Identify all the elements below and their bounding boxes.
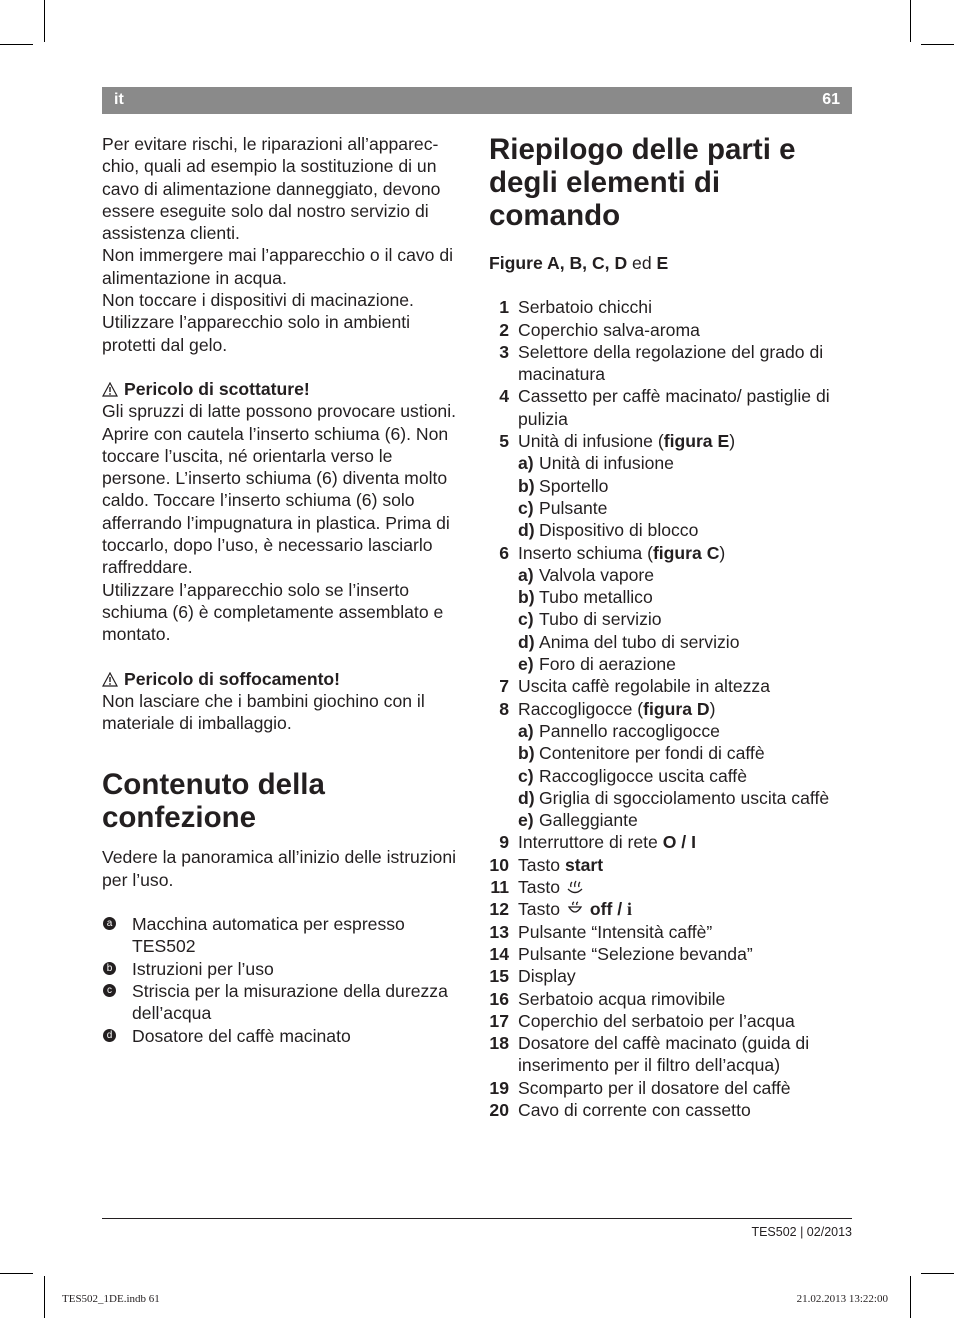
sub-item-letter: e)	[518, 654, 534, 675]
part-number: 10	[489, 854, 509, 875]
sub-item-text: Foro di aerazione	[539, 654, 676, 675]
sub-item-letter: d)	[518, 631, 535, 652]
warning-title: Pericolo di soffocamento!	[124, 668, 341, 689]
letter-bullet: c	[103, 984, 116, 997]
part-list-item	[489, 921, 852, 943]
part-list-item	[489, 675, 852, 697]
part-label	[518, 965, 852, 987]
part-number: 4	[499, 386, 509, 407]
part-sub-item	[518, 608, 852, 630]
part-text: Serbatoio chicchi	[518, 297, 652, 318]
part-number: 16	[489, 988, 509, 1009]
crop-mark	[921, 44, 954, 45]
part-text-after: )	[709, 698, 716, 719]
part-number: 8	[499, 698, 509, 719]
sub-item-text: Griglia di sgocciolamento uscita caffè	[539, 787, 830, 808]
part-label	[518, 385, 852, 430]
part-label	[518, 1099, 852, 1121]
part-label	[518, 542, 852, 564]
sub-item-text: Dispositivo di blocco	[539, 520, 699, 541]
intro-paragraph: Per evitare rischi, le riparazioni all’apparec-chio, quali ad esempio la sostituzione di un cavo di alimentazione danneggiato, devono essere eseguite solo dal nostro servizio di assistenza clienti.	[102, 134, 441, 244]
part-sub-item	[518, 742, 852, 764]
part-list-item	[489, 854, 852, 876]
part-list-item	[489, 1099, 852, 1121]
part-sub-item	[518, 809, 852, 831]
warning-triangle-icon	[102, 672, 118, 687]
sub-item-letter: b)	[518, 475, 535, 496]
part-text: Pulsante “Intensità caffè”	[518, 921, 713, 942]
intro-paragraph: Non immergere mai l’apparecchio o il cavo di alimentazione in acqua.	[102, 245, 454, 288]
warning-heading	[102, 668, 464, 690]
footer-doc-id: TES502 | 02/2013	[751, 1225, 852, 1239]
part-sub-item	[518, 765, 852, 787]
section-intro: Vedere la panoramica all’inizio delle istruzioni per l’uso.	[102, 847, 457, 890]
part-number: 6	[499, 542, 509, 563]
part-number: 1	[499, 297, 509, 318]
sub-item-letter: c)	[518, 609, 534, 630]
part-text: Inserto schiuma (	[518, 542, 653, 563]
crop-mark	[44, 0, 45, 42]
figure-reference-last: E	[656, 253, 669, 273]
info-symbol: i	[626, 899, 632, 920]
part-text: Display	[518, 966, 576, 987]
print-slug-file: TES502_1DE.indb 61	[62, 1293, 160, 1305]
part-bold-text: figura D	[643, 698, 710, 719]
sub-item-letter: c)	[518, 497, 534, 518]
parts-list	[489, 296, 852, 1121]
crop-mark	[0, 1273, 33, 1274]
part-number: 7	[499, 676, 509, 697]
part-number: 3	[499, 341, 509, 362]
part-label	[518, 1010, 852, 1032]
part-number: 17	[489, 1010, 509, 1031]
part-label	[518, 876, 852, 898]
crop-mark	[910, 1276, 911, 1318]
letter-bullet: a	[103, 917, 116, 930]
package-item-text: Dosatore del caffè macinato	[132, 1025, 351, 1046]
part-list-item	[489, 965, 852, 987]
part-list-item	[489, 296, 852, 318]
part-bold-text: off /	[584, 899, 627, 920]
part-bold-text: figura C	[652, 542, 720, 563]
part-text: Pulsante “Selezione bevanda”	[518, 943, 753, 964]
part-label	[518, 1032, 852, 1077]
part-list-item	[489, 341, 852, 386]
part-label	[518, 430, 852, 452]
left-column	[102, 133, 464, 1047]
package-item	[102, 1025, 464, 1047]
part-text: Interruttore di rete	[518, 832, 663, 853]
warning-heading	[102, 378, 464, 400]
part-text: Serbatoio acqua rimovibile	[518, 988, 726, 1009]
part-text: Uscita caffè regolabile in altezza	[518, 676, 770, 697]
part-number: 15	[489, 966, 509, 987]
part-label	[518, 698, 852, 720]
part-sub-item	[518, 586, 852, 608]
part-number: 2	[499, 319, 509, 340]
letter-bullet: d	[103, 1029, 116, 1042]
package-item-text: Istruzioni per l’uso	[132, 958, 274, 979]
part-text: Scomparto per il dosatore del caffè	[518, 1077, 791, 1098]
part-label	[518, 296, 852, 318]
crop-mark	[0, 44, 33, 45]
intro-paragraph: Non toccare i dispositivi di macinazione.	[102, 290, 414, 311]
sub-item-text: Tubo di servizio	[539, 609, 662, 630]
part-text: Dosatore del caffè macinato (guida di inserimento per il filtro dell’acqua)	[518, 1033, 810, 1076]
package-item	[102, 958, 464, 980]
part-label	[518, 943, 852, 965]
part-text: Tasto	[518, 877, 565, 898]
part-sub-item	[518, 519, 852, 541]
sub-item-letter: b)	[518, 743, 535, 764]
sub-item-letter: e)	[518, 810, 534, 831]
package-item	[102, 913, 464, 958]
crop-mark	[44, 1276, 45, 1318]
part-number: 9	[499, 832, 509, 853]
package-item	[102, 980, 464, 1025]
part-list-item	[489, 1010, 852, 1032]
part-list-item	[489, 831, 852, 853]
part-text: Coperchio salva-aroma	[518, 319, 700, 340]
sub-item-text: Raccogligocce uscita caffè	[539, 765, 747, 786]
crop-mark	[921, 1273, 954, 1274]
sub-item-text: Tubo metallico	[539, 587, 653, 608]
part-sub-item	[518, 653, 852, 675]
part-text: Coperchio del serbatoio per l’acqua	[518, 1010, 795, 1031]
sub-item-letter: c)	[518, 765, 534, 786]
part-bold-text: O / I	[662, 832, 696, 853]
part-text: Raccogligocce (	[518, 698, 644, 719]
descale-icon	[565, 901, 585, 917]
steam-icon	[565, 879, 585, 895]
part-text: Unità di infusione (	[518, 431, 664, 452]
part-text-after: )	[729, 431, 736, 452]
warning-body: Non lasciare che i bambini giochino con il materiale di imballaggio.	[102, 690, 425, 734]
intro-paragraph: Utilizzare l’apparecchio solo in ambienti protetti dal gelo.	[102, 312, 411, 355]
part-text: Selettore della regolazione del grado di macinatura	[518, 341, 824, 385]
figure-reference-conj: ed	[627, 253, 657, 273]
part-number: 13	[489, 921, 509, 942]
part-sub-item	[518, 452, 852, 474]
print-slug-date: 21.02.2013 13:22:00	[796, 1293, 888, 1305]
part-label	[518, 898, 852, 920]
part-number: 18	[489, 1033, 509, 1054]
crop-mark	[910, 0, 911, 42]
sub-item-text: Anima del tubo di servizio	[539, 631, 740, 652]
part-number: 14	[489, 943, 509, 964]
part-number: 12	[489, 899, 509, 920]
warning-triangle-icon	[102, 382, 118, 397]
part-list-item	[489, 876, 852, 898]
sub-item-text: Contenitore per fondi di caffè	[539, 743, 765, 764]
part-text: Tasto	[518, 899, 565, 920]
warning-body: Utilizzare l’apparecchio solo se l’inserto schiuma (6) è completamente assemblato e montato.	[102, 579, 444, 645]
part-text: Cassetto per caffè macinato/ pastiglie di pulizia	[518, 386, 830, 429]
part-list-item	[489, 1032, 852, 1077]
sub-item-text: Valvola vapore	[539, 564, 655, 585]
sub-item-text: Sportello	[539, 475, 609, 496]
sub-item-letter: d)	[518, 520, 535, 541]
sub-item-letter: a)	[518, 453, 534, 474]
right-column	[489, 133, 852, 1121]
part-list-item	[489, 430, 852, 452]
sub-item-letter: a)	[518, 720, 534, 741]
part-label	[518, 319, 852, 341]
part-number: 11	[490, 877, 509, 898]
part-list-item	[489, 988, 852, 1010]
part-list-item	[489, 943, 852, 965]
part-label	[518, 341, 852, 386]
part-sub-item	[518, 720, 852, 742]
part-list-item	[489, 319, 852, 341]
part-label	[518, 921, 852, 943]
sub-item-text: Galleggiante	[539, 810, 638, 831]
part-label	[518, 1077, 852, 1099]
part-bold-text: figura E	[663, 431, 730, 452]
part-list-item	[489, 385, 852, 430]
section-heading: Riepilogo delle parti e degli elementi di comando	[489, 133, 796, 232]
sub-item-text: Unità di infusione	[539, 453, 674, 474]
part-label	[518, 675, 852, 697]
footer-rule	[102, 1218, 852, 1219]
page-number: 61	[822, 91, 840, 108]
warning-title: Pericolo di scottature!	[124, 378, 310, 399]
part-sub-item	[518, 497, 852, 519]
part-list-item	[489, 1077, 852, 1099]
part-list-item	[489, 698, 852, 720]
part-number: 20	[489, 1099, 509, 1120]
sub-item-letter: a)	[518, 564, 534, 585]
part-sub-item	[518, 631, 852, 653]
part-text: Tasto	[518, 854, 565, 875]
sub-item-letter: d)	[518, 787, 535, 808]
part-number: 5	[499, 431, 509, 452]
figure-reference	[489, 252, 852, 274]
page-header-bar	[102, 87, 852, 114]
part-text-after: )	[719, 542, 726, 563]
part-sub-item	[518, 564, 852, 586]
sub-item-text: Pulsante	[539, 497, 608, 518]
part-label	[518, 988, 852, 1010]
part-label	[518, 831, 852, 853]
figure-reference-main: Figure A, B, C, D	[489, 253, 628, 273]
language-code: it	[114, 91, 124, 108]
package-item-text: Striscia per la misurazione della durezza dell’acqua	[132, 980, 448, 1024]
warning-body: Gli spruzzi di latte possono provocare ustioni. Aprire con cautela l’inserto schiuma (6). Non toccare l’uscita, né orientarla verso le persone. L’inserto schiuma (6) diventa molto caldo. Toccare l’inserto schiuma (6) solo afferrando l’impugnatura in plastica. Prima di toccarlo, dopo l’uso, è necessario lasciarlo raffreddare.	[102, 401, 457, 578]
part-label	[518, 854, 852, 876]
part-list-item	[489, 542, 852, 564]
package-item-text: Macchina automatica per espresso TES502	[132, 914, 405, 957]
part-text: Cavo di corrente con cassetto	[518, 1099, 751, 1120]
part-bold-text: start	[564, 854, 604, 875]
sub-item-letter: b)	[518, 587, 535, 608]
part-sub-item	[518, 787, 852, 809]
part-number: 19	[489, 1077, 509, 1098]
letter-bullet: b	[103, 962, 116, 975]
sub-item-text: Pannello raccogligocce	[539, 720, 720, 741]
part-sub-item	[518, 475, 852, 497]
section-heading: Contenuto della confezione	[102, 768, 325, 835]
part-list-item	[489, 898, 852, 920]
